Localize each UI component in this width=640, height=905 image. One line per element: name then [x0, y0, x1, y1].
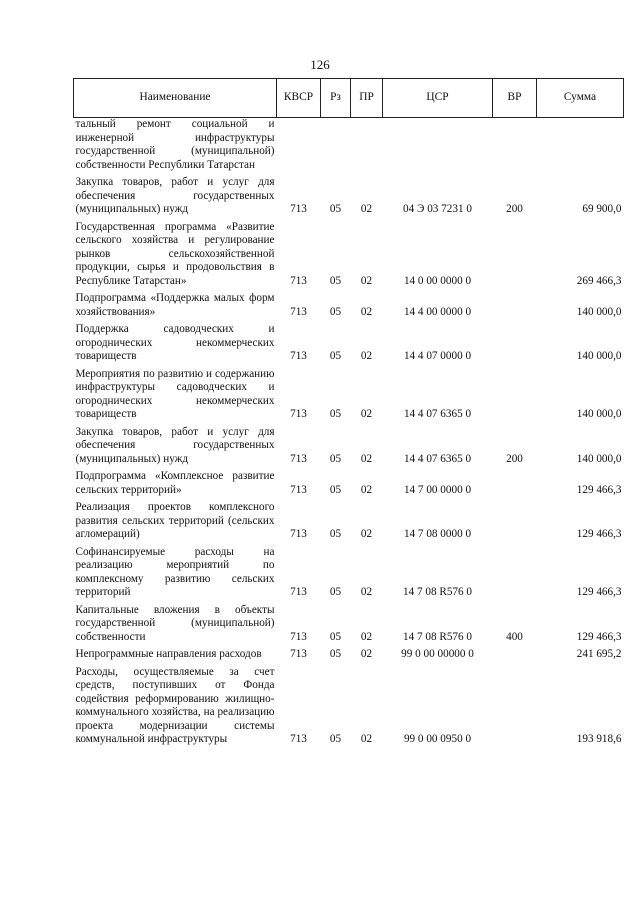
row-sum: 69 900,0 — [582, 203, 622, 215]
row-rz: 05 — [329, 274, 342, 287]
row-sum: 140 000,0 — [576, 350, 622, 362]
row-kvsr: 713 — [290, 483, 307, 496]
row-vr — [493, 665, 537, 750]
row-kvsr: 713 — [290, 630, 307, 643]
row-sum: 140 000,0 — [576, 305, 622, 318]
row-rz — [321, 118, 351, 176]
table-row — [74, 118, 624, 176]
row-rz: 05 — [329, 350, 342, 362]
row-pr: 02 — [360, 630, 373, 643]
row-csr: 14 7 08 R576 0 — [403, 630, 472, 643]
row-name: Софинансируемые расходы на реализацию мероприятий по комплексному развитию сельских территорий — [75, 545, 275, 598]
row-csr — [383, 118, 493, 176]
table-header-row — [74, 79, 624, 118]
row-kvsr: 713 — [290, 528, 307, 540]
row-vr — [493, 545, 537, 603]
row-vr — [493, 220, 537, 292]
table-row — [74, 322, 624, 367]
row-kvsr — [277, 118, 321, 176]
row-name: Непрограммные направления расходов — [75, 648, 262, 660]
row-rz: 05 — [329, 586, 342, 598]
row-csr: 14 4 00 0000 0 — [403, 305, 472, 318]
table-row — [74, 220, 624, 292]
row-name: Подпрограмма «Поддержка малых форм хозяйствования» — [75, 292, 275, 318]
row-sum: 140 000,0 — [576, 408, 622, 420]
table-row — [74, 647, 624, 665]
row-name: Поддержка садоводческих и огороднических некоммерческих товариществ — [75, 323, 275, 362]
row-vr — [493, 500, 537, 545]
row-kvsr: 713 — [290, 408, 307, 420]
row-vr — [493, 322, 537, 367]
row-pr: 02 — [360, 648, 373, 660]
row-vr — [493, 118, 537, 176]
row-csr: 14 4 07 6365 0 — [403, 452, 472, 465]
row-csr: 14 4 07 6365 0 — [403, 408, 472, 420]
row-pr: 02 — [360, 350, 373, 362]
row-sum: 140 000,0 — [576, 452, 622, 465]
row-rz: 05 — [329, 528, 342, 540]
row-kvsr: 713 — [290, 203, 307, 215]
row-name: Закупка товаров, работ и услуг для обеспечения государственных (муниципальных) нужд — [75, 425, 275, 465]
row-sum: 241 695,2 — [576, 648, 622, 660]
row-pr — [351, 118, 383, 176]
table-row — [74, 469, 624, 500]
table-row — [74, 425, 624, 470]
row-rz: 05 — [329, 203, 342, 215]
row-rz: 05 — [329, 648, 342, 660]
row-pr: 02 — [360, 203, 373, 215]
table-row — [74, 367, 624, 425]
header-csr: ЦСР — [383, 79, 493, 118]
row-rz: 05 — [329, 408, 342, 420]
table-row — [74, 545, 624, 603]
row-vr: 400 — [506, 630, 523, 643]
row-rz: 05 — [329, 733, 342, 745]
row-kvsr: 713 — [290, 305, 307, 318]
row-sum: 193 918,6 — [576, 733, 622, 745]
table-row — [74, 500, 624, 545]
row-vr — [493, 647, 537, 665]
row-name: Реализация проектов комплексного развития сельских территорий (сельских агломераций) — [75, 501, 275, 540]
row-pr: 02 — [360, 408, 373, 420]
header-sum: Сумма — [537, 79, 624, 118]
row-pr: 02 — [360, 274, 373, 287]
row-rz: 05 — [329, 452, 342, 465]
row-name: Подпрограмма «Комплексное развитие сельских территорий» — [75, 470, 275, 496]
row-vr — [493, 367, 537, 425]
row-rz: 05 — [329, 305, 342, 318]
budget-table — [73, 78, 624, 750]
row-kvsr: 713 — [290, 733, 307, 745]
row-rz: 05 — [329, 483, 342, 496]
row-name: Государственная программа «Развитие сельского хозяйства и регулирование рынков сельскохозяйственной продукции, сырья и продовольствия в Республике Татарстан» — [75, 220, 275, 287]
row-csr: 14 0 00 0000 0 — [403, 274, 472, 287]
row-name: Капитальные вложения в объекты государственной (муниципальной) собственности — [75, 603, 275, 643]
header-vr: ВР — [493, 79, 537, 118]
row-sum — [537, 118, 624, 176]
row-csr: 99 0 00 0950 0 — [403, 733, 472, 745]
row-csr: 99 0 00 00000 0 — [401, 648, 474, 660]
row-name: Мероприятия по развитию и содержанию инфраструктуры садоводческих и огороднических некоммерческих товариществ — [75, 367, 275, 420]
row-csr: 04 Э 03 7231 0 — [403, 203, 472, 215]
header-kvsr: КВСР — [277, 79, 321, 118]
row-pr: 02 — [360, 305, 373, 318]
row-sum: 129 466,3 — [576, 528, 622, 540]
header-rz: Рз — [321, 79, 351, 118]
row-csr: 14 7 08 R576 0 — [403, 586, 472, 598]
page-number: 126 — [310, 57, 330, 72]
row-csr: 14 7 08 0000 0 — [403, 528, 472, 540]
row-csr: 14 7 00 0000 0 — [403, 483, 472, 496]
header-name: Наименование — [74, 79, 277, 118]
row-sum: 129 466,3 — [576, 630, 622, 643]
row-name: Закупка товаров, работ и услуг для обеспечения государственных (муниципальных) нужд — [75, 176, 275, 215]
row-vr: 200 — [506, 452, 523, 465]
row-rz: 05 — [329, 630, 342, 643]
table-row — [74, 175, 624, 220]
row-vr — [493, 291, 537, 322]
row-sum: 269 466,3 — [576, 274, 622, 287]
row-vr: 200 — [506, 203, 523, 215]
row-pr: 02 — [360, 586, 373, 598]
row-kvsr: 713 — [290, 350, 307, 362]
row-vr — [493, 469, 537, 500]
row-kvsr: 713 — [290, 274, 307, 287]
row-sum: 129 466,3 — [576, 586, 622, 598]
row-kvsr: 713 — [290, 648, 307, 660]
row-name: тальный ремонт социальной и инженерной инфраструктуры государственной (муниципальной) собственности Республики Татарстан — [75, 118, 275, 171]
table-row — [74, 291, 624, 322]
row-sum: 129 466,3 — [576, 483, 622, 496]
table-row — [74, 603, 624, 648]
row-pr: 02 — [360, 528, 373, 540]
row-kvsr: 713 — [290, 586, 307, 598]
row-pr: 02 — [360, 452, 373, 465]
row-pr: 02 — [360, 483, 373, 496]
row-kvsr: 713 — [290, 452, 307, 465]
row-csr: 14 4 07 0000 0 — [403, 350, 472, 362]
row-pr: 02 — [360, 733, 373, 745]
table-row — [74, 665, 624, 750]
header-pr: ПР — [351, 79, 383, 118]
row-name: Расходы, осуществляемые за счет средств, поступивших от Фонда содействия реформированию жилищно-коммунального хозяйства, на реализацию проекта модернизации системы коммунальной инфраструктуры — [75, 665, 275, 745]
